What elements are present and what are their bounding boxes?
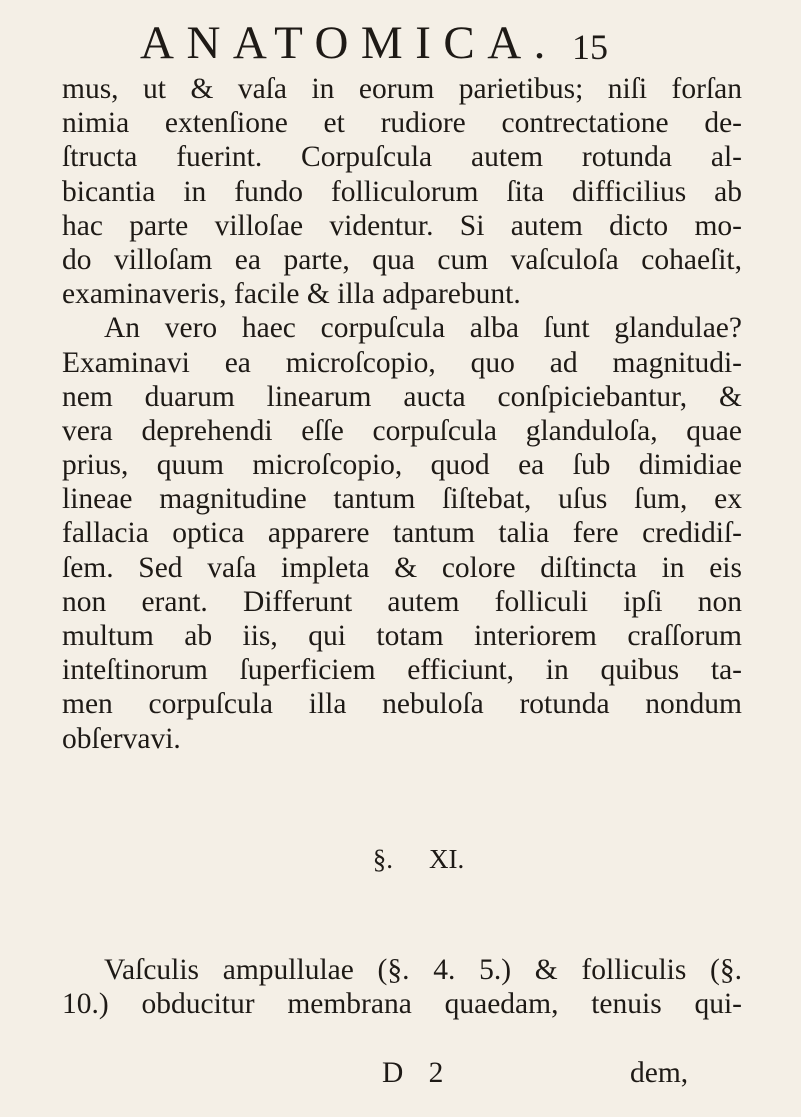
text-line: mus, ut & vaſa in eorum parietibus; niſi forſan	[62, 73, 742, 105]
section-text	[62, 953, 742, 1021]
text-line: ſem. Sed vaſa impleta & colore diſtincta in eis	[62, 551, 742, 584]
text-line: obſervavi.	[62, 722, 181, 755]
text-line: men corpuſcula illa nebuloſa rotunda nondum	[62, 688, 742, 721]
running-head	[140, 18, 660, 68]
text-line: examinaveris, facile & illa adparebunt.	[62, 278, 521, 311]
section-sign: §.	[372, 844, 393, 874]
text-line: fallacia optica apparere tantum talia fere credidiſ-	[62, 517, 742, 550]
section-number: XI.	[429, 844, 465, 874]
body-text	[62, 72, 742, 756]
text-line: vera deprehendi eſſe corpuſcula glanduloſa, quae	[62, 414, 742, 447]
text-line: inteſtinorum ſuperficiem efficiunt, in quibus ta-	[62, 654, 742, 687]
signature-mark: D 2	[382, 1057, 453, 1089]
text-line: non erant. Differunt autem folliculi ipſi non	[62, 585, 742, 618]
text-line: Vaſculis ampullulae (§. 4. 5.) & folliculis (§.	[104, 954, 742, 986]
text-line: 10.) obducitur membrana quaedam, tenuis qui-	[62, 988, 742, 1021]
text-line: prius, quum microſcopio, quod ea ſub dimidiae	[62, 449, 742, 482]
page-number: 15	[572, 27, 608, 67]
text-line: multum ab iis, qui totam interiorem craſſorum	[62, 620, 742, 652]
text-line: lineae magnitudine tantum ſiſtebat, uſus ſum, ex	[62, 483, 742, 516]
text-line: nimia extenſione et rudiore contrectatione de-	[62, 107, 742, 140]
text-line: bicantia in fundo folliculorum ſita difficilius ab	[62, 175, 742, 208]
text-line: ſtructa fuerint. Corpuſcula autem rotunda al-	[62, 141, 742, 174]
text-line: hac parte villoſae videntur. Si autem dicto mo-	[62, 209, 742, 242]
text-line: nem duarum linearum aucta conſpiciebantur, &	[62, 380, 742, 413]
text-line: do villoſam ea parte, qua cum vaſculoſa cohaeſit,	[62, 243, 742, 276]
section-heading	[0, 842, 801, 876]
text-line: Examinavi ea microſcopio, quo ad magnitudi-	[62, 346, 742, 379]
running-title: ANATOMICA.	[140, 17, 558, 69]
catchword: dem,	[630, 1057, 689, 1089]
page-footer	[0, 1056, 801, 1092]
text-line: An vero haec corpuſcula alba ſunt glandulae?	[104, 312, 742, 345]
